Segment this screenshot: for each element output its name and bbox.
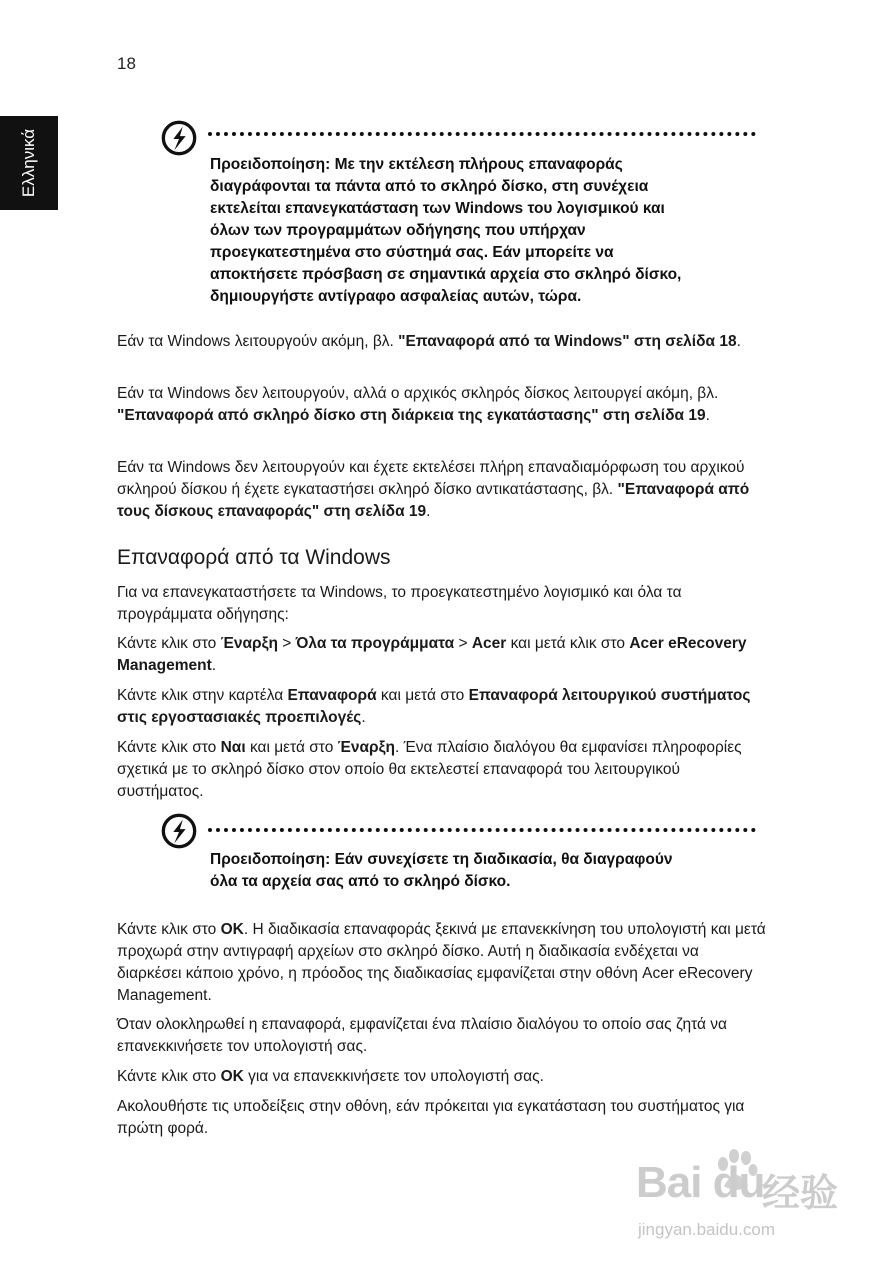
step-paragraph: Κάντε κλικ στο Ναι και μετά στο Έναρξη. Ένα πλαίσιο διαλόγου θα εμφανίσει πληροφορίες σχετικά με το σκληρό δίσκο στον οποίο θα εκτελεστεί επαναφορά του λειτουργικού συστήματος.: [117, 739, 742, 800]
warning-line: εκτελείται επανεγκατάσταση των Windows του λογισμικού και: [210, 200, 665, 217]
watermark-brand-cn: 经验: [762, 1171, 839, 1215]
warning-divider: [208, 828, 756, 832]
warning-text: [210, 849, 750, 893]
step-paragraph: Κάντε κλικ στο Έναρξη > Όλα τα προγράμματα > Acer και μετά κλικ στο Acer eRecovery Management.: [117, 635, 747, 674]
watermark-brand: Bai du: [636, 1158, 765, 1207]
cross-reference: "Επαναφορά από τα Windows" στη σελίδα 18: [398, 333, 737, 350]
warning-line: αποκτήσετε πρόσβαση σε σημαντικά αρχεία στο σκληρό δίσκο,: [210, 266, 682, 283]
warning-line: προεγκατεστημένα στο σύστημά σας. Εάν μπορείτε να: [210, 244, 614, 261]
warning-line: όλα τα αρχεία σας από το σκληρό δίσκο.: [210, 873, 511, 890]
language-tab-label: Ελληνικά: [19, 128, 38, 198]
warning-line: όλων των προγραμμάτων οδήγησης που υπήρχαν: [210, 222, 586, 239]
language-tab: [0, 116, 58, 210]
cross-reference: "Επαναφορά από σκληρό δίσκο στη διάρκεια της εγκατάστασης" στη σελίδα 19: [117, 407, 706, 424]
section-intro: Για να επανεγκαταστήσετε τα Windows, το προεγκατεστημένο λογισμικό και όλα τα προγράμματα οδήγησης:: [117, 584, 682, 623]
section-heading: Επαναφορά από τα Windows: [117, 546, 391, 569]
cross-reference: "Επαναφορά από τους δίσκους επαναφοράς" στη σελίδα 19: [117, 481, 750, 520]
intro-paragraph: Εάν τα Windows λειτουργούν ακόμη, βλ. "Επαναφορά από τα Windows" στη σελίδα 18.: [117, 333, 741, 350]
intro-paragraph: Εάν τα Windows δεν λειτουργούν, αλλά ο αρχικός σκληρός δίσκος λειτουργεί ακόμη, βλ. "Επαναφορά από σκληρό δίσκο στη διάρκεια της εγκατάστασης" στη σελίδα 19.: [117, 385, 719, 424]
warning-bolt-icon: [160, 812, 198, 850]
warning-bolt-icon: [160, 119, 198, 157]
watermark-url: jingyan.baidu.com: [638, 1220, 776, 1239]
body-paragraph: Όταν ολοκληρωθεί η επαναφορά, εμφανίζεται ένα πλαίσιο διαλόγου το οποίο σας ζητά να επανεκκινήσετε τον υπολογιστή σας.: [117, 1016, 728, 1055]
warning-divider: [208, 132, 756, 136]
intro-paragraph: Εάν τα Windows δεν λειτουργούν και έχετε εκτελέσει πλήρη επαναδιαμόρφωση του αρχικού σκληρού δίσκου ή έχετε εγκαταστήσει σκληρό δίσκο αντικατάστασης, βλ. "Επαναφορά από τους δίσκους επαναφοράς" στη σελίδα 19.: [117, 459, 750, 520]
page-number: 18: [117, 54, 136, 73]
step-paragraph: Κάντε κλικ στο OK για να επανεκκινήσετε τον υπολογιστή σας.: [117, 1068, 544, 1085]
warning-line: δημιουργήστε αντίγραφο ασφαλείας αυτών, τώρα.: [210, 288, 582, 305]
watermark: [634, 1148, 844, 1252]
body-paragraph: Ακολουθήστε τις υποδείξεις στην οθόνη, εάν πρόκειται για εγκατάσταση του συστήματος για πρώτη φορά.: [117, 1098, 745, 1137]
warning-line: Προειδοποίηση: Εάν συνεχίσετε τη διαδικασία, θα διαγραφούν: [210, 851, 673, 868]
warning-line: διαγράφονται τα πάντα από το σκληρό δίσκο, στη συνέχεια: [210, 178, 649, 195]
step-paragraph: Κάντε κλικ στην καρτέλα Επαναφορά και μετά στο Επαναφορά λειτουργικού συστήματος στις εργοστασιακές προεπιλογές.: [117, 687, 751, 726]
warning-line: Προειδοποίηση: Με την εκτέλεση πλήρους επαναφοράς: [210, 156, 623, 173]
warning-text: [210, 154, 750, 308]
step-paragraph: Κάντε κλικ στο OK. Η διαδικασία επαναφοράς ξεκινά με επανεκκίνηση του υπολογιστή και μετά προχωρά στην αντιγραφή αρχείων στο σκληρό δίσκο. Αυτή η διαδικασία ενδέχεται να διαρκέσει κάποιο χρόνο, η πρόοδος της διαδικασίας εμφανίζεται στην οθόνη Acer eRecovery Management.: [117, 921, 766, 1004]
